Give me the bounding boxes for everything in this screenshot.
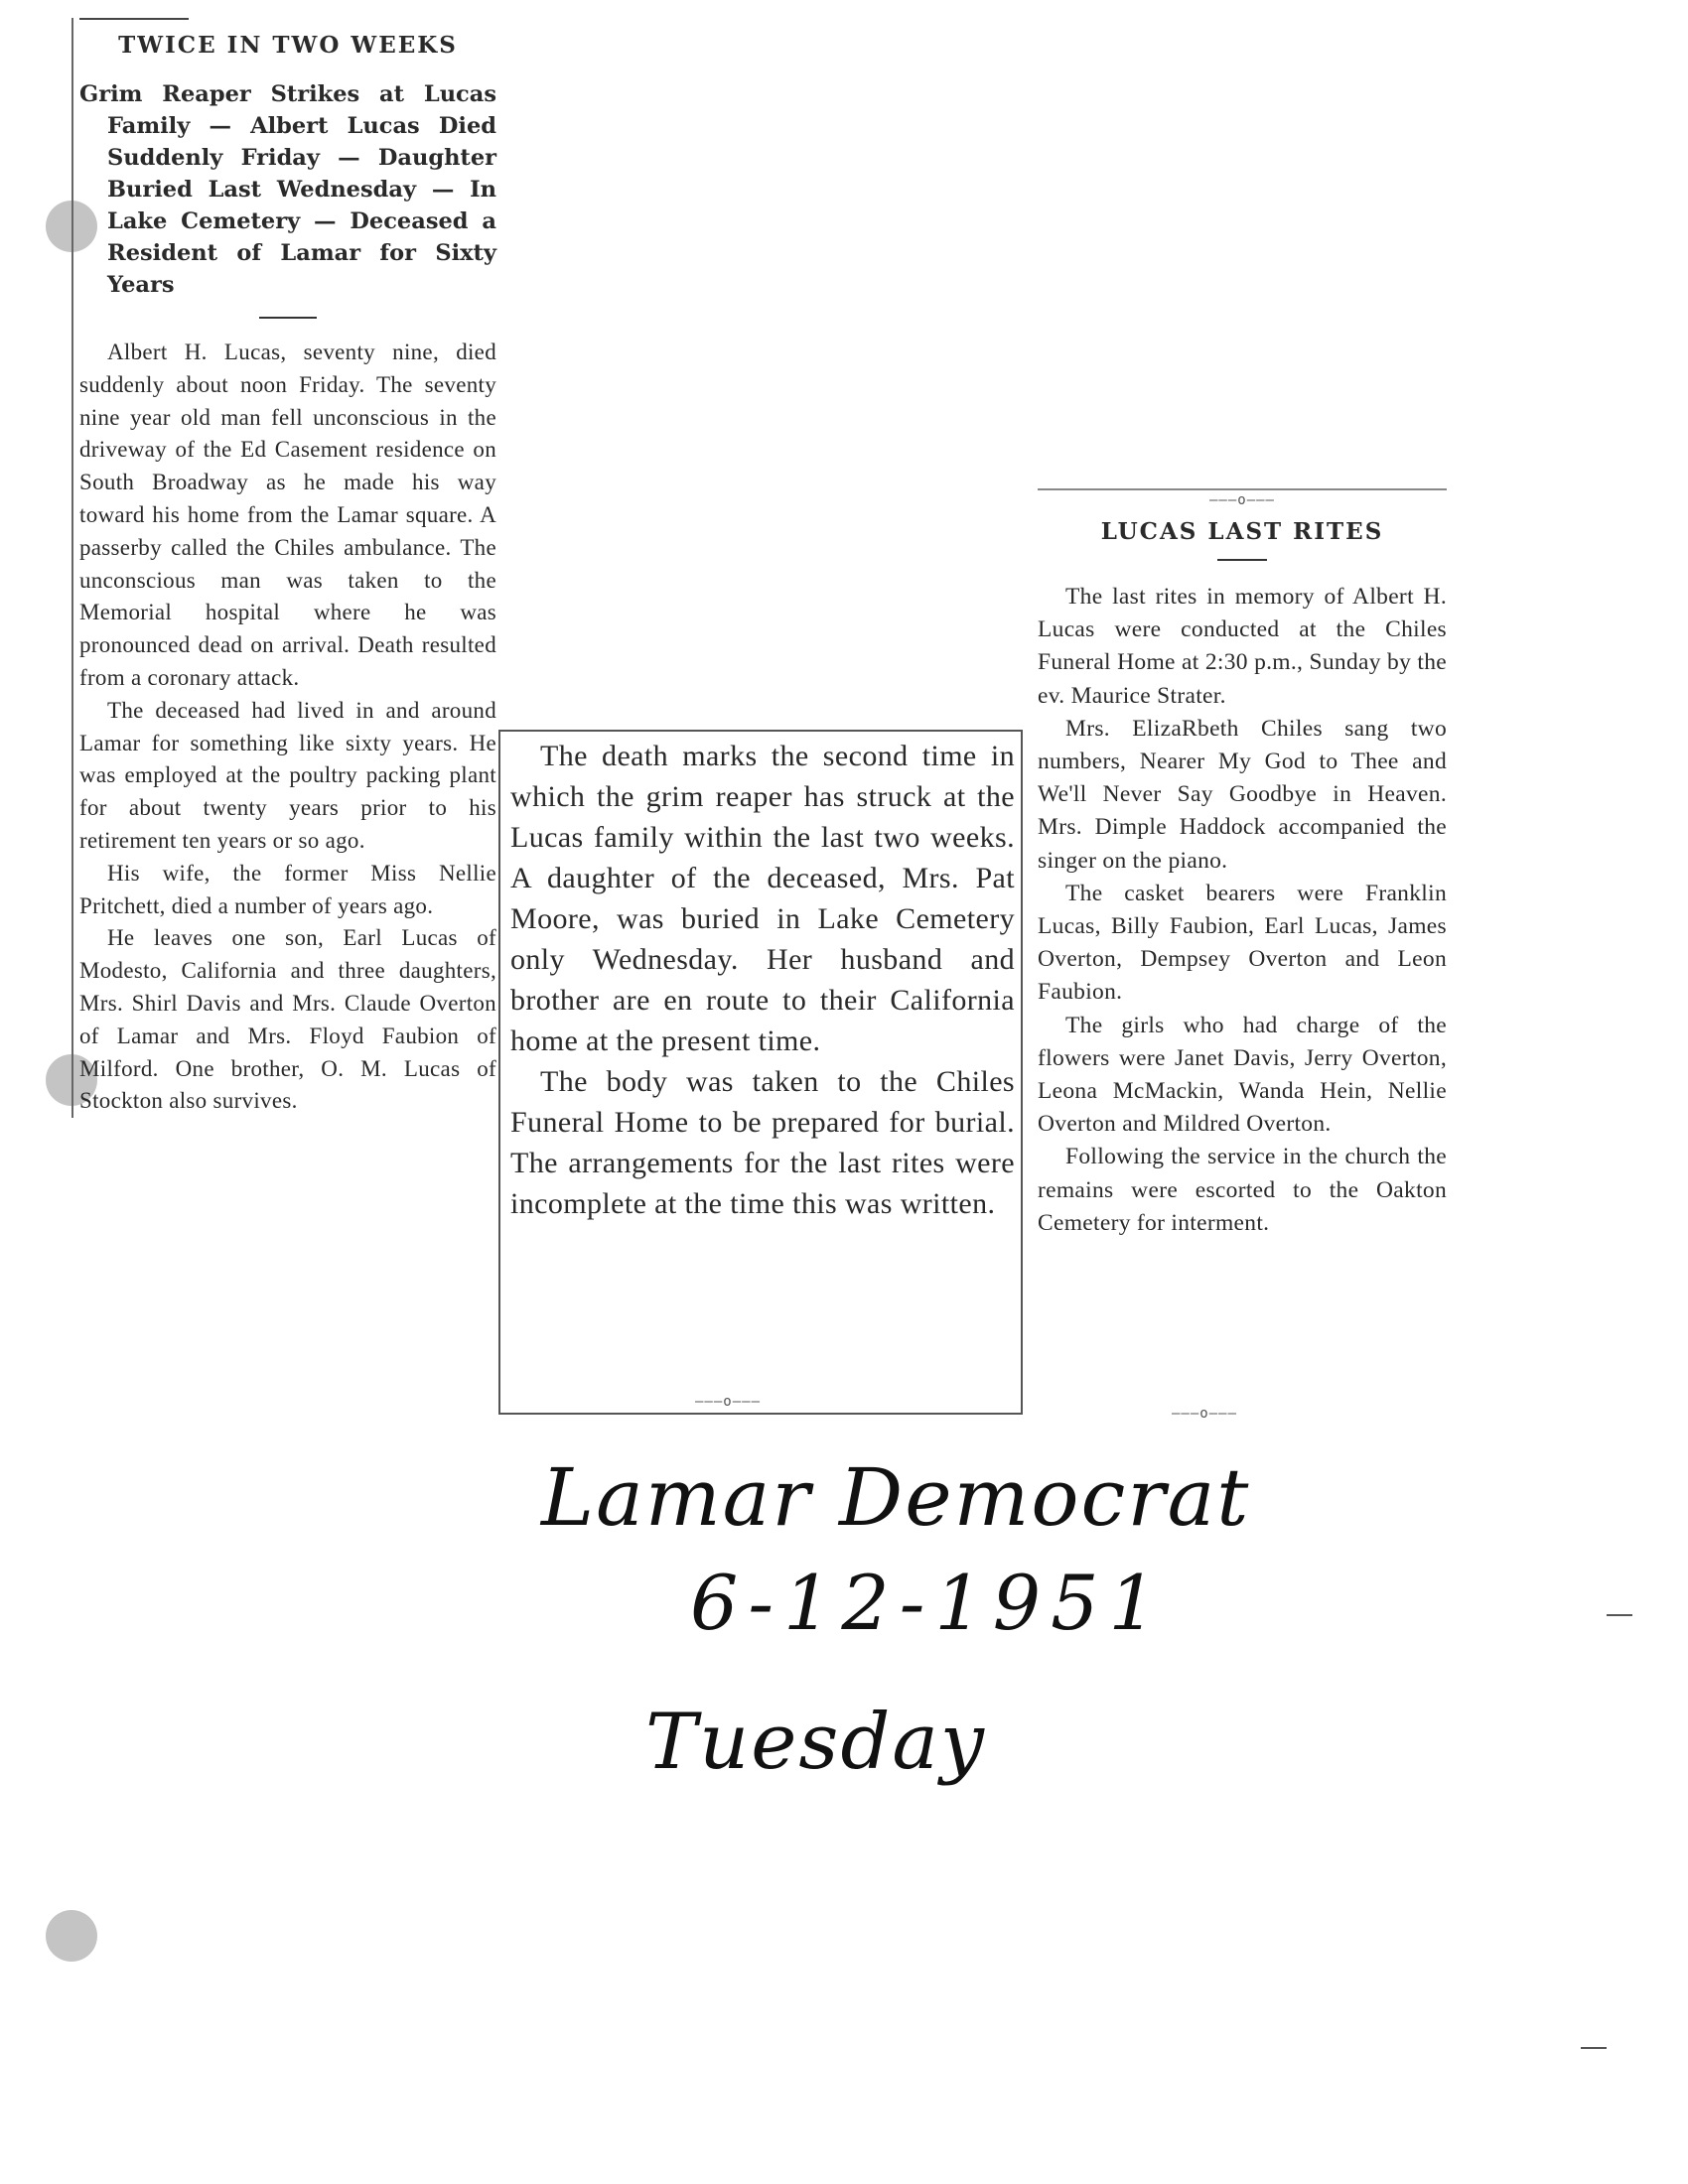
punch-hole-bottom (46, 1910, 97, 1962)
stray-mark (1607, 1614, 1632, 1616)
paragraph: The casket bearers were Franklin Lucas, Billy Faubion, Earl Lucas, James Overton, Dempsey Overton and Leon Faubion. (1038, 880, 1447, 1006)
stray-mark (1581, 2047, 1607, 2049)
article-body (79, 337, 496, 1118)
paragraph: Following the service in the church the remains were escorted to the Oakton Cemetery for interment. (1038, 1144, 1447, 1236)
handwritten-day: Tuesday (645, 1698, 986, 1787)
headline: LUCAS LAST RITES (1100, 518, 1384, 545)
clipping-death-marks (498, 730, 1023, 1415)
ornament: ———o——— (695, 1394, 762, 1410)
top-rule (79, 18, 189, 20)
ornament: ———o——— (1208, 492, 1275, 508)
paragraph: The last rites in memory of Albert H. Lucas were conducted at the Chiles Funeral Home at 2:30 p.m., Sunday by the ev. Maurice Strater. (1038, 584, 1447, 709)
paragraph: The girls who had charge of the flowers were Janet Davis, Jerry Overton, Leona McMackin, Wanda Hein, Nellie Overton and Mildred Overton. (1038, 1012, 1447, 1138)
paragraph: Albert H. Lucas, seventy nine, died suddenly about noon Friday. The seventy nine year old man fell unconscious in the driveway of the Ed Casement residence on South Broadway as he made his way toward his home from the Lamar square. A passerby called the Chiles ambulance. The unconscious man was taken to the Memorial hospital where he was pronounced dead on arrival. Death resulted from a coronary attack. (79, 340, 496, 690)
paragraph: The deceased had lived in and around Lamar for something like sixty years. He was employed at the poultry packing plant for about twenty years prior to his retirement ten years or so ago. (79, 697, 496, 853)
paragraph: His wife, the former Miss Nellie Pritchett, died a number of years ago. (79, 860, 496, 918)
paragraph: He leaves one son, Earl Lucas of Modesto, California and three daughters, Mrs. Shirl Davis and Mrs. Claude Overton of Lamar and Mrs. Floyd Faubion of Milford. One brother, O. M. Lucas of Stockton also survives. (79, 925, 496, 1114)
article-body (1038, 581, 1447, 1240)
top-rule (1038, 488, 1447, 490)
clipping-twice-in-two-weeks (71, 18, 496, 1118)
handwritten-date: 6-12-1951 (690, 1559, 1167, 1647)
paragraph: The body was taken to the Chiles Funeral Home to be prepared for burial. The arrangements for the last rites were incomplete at the time this was written. (510, 1065, 1015, 1220)
handwritten-source: Lamar Democrat (541, 1451, 1251, 1544)
deck: Grim Reaper Strikes at Lucas Family — Albert Lucas Died Suddenly Friday — Daughter Buried Last Wednesday — In Lake Cemetery — Deceased a Resident of Lamar for Sixty Years (79, 81, 496, 298)
clipping-lucas-last-rites (1038, 488, 1447, 1240)
headline: TWICE IN TWO WEEKS (118, 32, 458, 59)
paragraph: Mrs. ElizaRbeth Chiles sang two numbers, Nearer My God to Thee and We'll Never Say Goodbye in Heaven. Mrs. Dimple Haddock accompanied the singer on the piano. (1038, 715, 1447, 874)
divider (259, 317, 317, 319)
ornament: ———o——— (1172, 1406, 1238, 1422)
article-body (510, 736, 1021, 1224)
paragraph: The death marks the second time in which the grim reaper has struck at the Lucas family within the last two weeks. A daughter of the deceased, Mrs. Pat Moore, was buried in Lake Cemetery only Wednesday. Her husband and brother are en route to their California home at the present time. (510, 740, 1015, 1057)
divider (1217, 559, 1267, 561)
